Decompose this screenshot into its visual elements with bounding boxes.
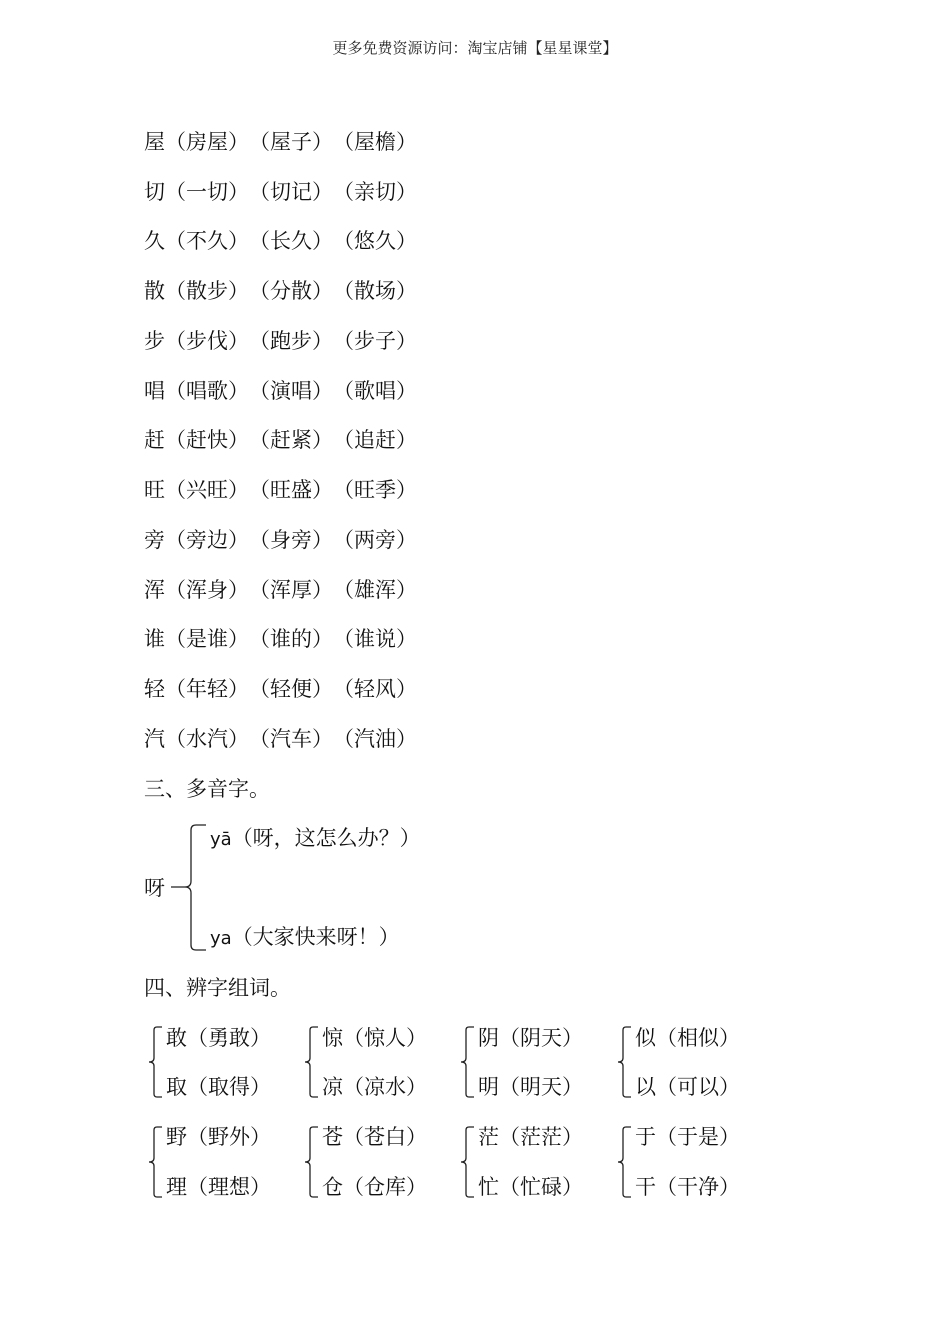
pair-word: （相似） <box>656 1026 740 1050</box>
pair-item <box>635 1023 740 1053</box>
reading-pinyin: yā <box>210 829 232 850</box>
group-char: 久 <box>144 229 165 253</box>
pair-item <box>166 1172 271 1202</box>
group-word: （演唱） <box>249 379 333 403</box>
pair-char: 干 <box>635 1175 656 1199</box>
pair-char: 明 <box>478 1075 499 1099</box>
group-word: （房屋） <box>165 130 249 154</box>
group-word: （追赶） <box>333 428 417 452</box>
group-word: （歌唱） <box>333 379 417 403</box>
pair-item <box>478 1072 583 1102</box>
pair-char: 仓 <box>322 1175 343 1199</box>
group-word: （雄浑） <box>333 578 417 602</box>
reading-example: （大家快来呀！） <box>231 925 400 949</box>
group-word: （轻便） <box>249 677 333 701</box>
pair-item <box>322 1023 427 1053</box>
pair-item <box>166 1072 271 1102</box>
group-word: （步伐） <box>165 329 249 353</box>
group-char: 旺 <box>144 478 165 502</box>
pair-word: （于是） <box>656 1125 740 1149</box>
pair-item <box>478 1023 583 1053</box>
group-word: （不久） <box>165 229 249 253</box>
group-char: 切 <box>144 180 165 204</box>
pair-word: （干净） <box>656 1175 740 1199</box>
group-word: （谁的） <box>249 627 333 651</box>
pair-char: 似 <box>635 1026 656 1050</box>
pair-word: （明天） <box>499 1075 583 1099</box>
pair-word: （惊人） <box>343 1026 427 1050</box>
pair-item <box>478 1122 583 1152</box>
group-word: （赶快） <box>165 428 249 452</box>
group-word: （步子） <box>333 329 417 353</box>
group-word: （切记） <box>249 180 333 204</box>
section-4-title: 四、辨字组词。 <box>144 976 291 1000</box>
pair-char: 取 <box>166 1075 187 1099</box>
pair-word: （苍白） <box>343 1125 427 1149</box>
group-char: 屋 <box>144 130 165 154</box>
pair-char: 以 <box>635 1075 656 1099</box>
group-char: 唱 <box>144 379 165 403</box>
group-word: （旺季） <box>333 478 417 502</box>
group-word: （屋檐） <box>333 130 417 154</box>
pair-char: 野 <box>166 1125 187 1149</box>
group-word: （是谁） <box>165 627 249 651</box>
group-word: （散步） <box>165 279 249 303</box>
group-word: （唱歌） <box>165 379 249 403</box>
group-word: （身旁） <box>249 528 333 552</box>
group-word: （悠久） <box>333 229 417 253</box>
section-3-title: 三、多音字。 <box>144 777 270 801</box>
pair-item <box>635 1172 740 1202</box>
reading-example: （呀，这怎么办？） <box>231 826 421 850</box>
group-word: （分散） <box>249 279 333 303</box>
group-char: 散 <box>144 279 165 303</box>
pair-char: 忙 <box>478 1175 499 1199</box>
group-char: 旁 <box>144 528 165 552</box>
polyphone-char: 呀 <box>144 876 165 900</box>
pair-word: （勇敢） <box>187 1026 271 1050</box>
group-word: （亲切） <box>333 180 417 204</box>
pair-item <box>635 1122 740 1152</box>
group-word: （散场） <box>333 279 417 303</box>
pair-char: 理 <box>166 1175 187 1199</box>
pair-char: 茫 <box>478 1125 499 1149</box>
pair-char: 凉 <box>322 1075 343 1099</box>
group-char: 赶 <box>144 428 165 452</box>
pair-word: （阴天） <box>499 1026 583 1050</box>
pair-item <box>166 1122 271 1152</box>
pair-item <box>478 1172 583 1202</box>
pair-char: 苍 <box>322 1125 343 1149</box>
pair-char: 敢 <box>166 1026 187 1050</box>
group-word: （跑步） <box>249 329 333 353</box>
group-word: （兴旺） <box>165 478 249 502</box>
group-word: （谁说） <box>333 627 417 651</box>
pair-word: （取得） <box>187 1075 271 1099</box>
pair-char: 阴 <box>478 1026 499 1050</box>
group-word: （轻风） <box>333 677 417 701</box>
pair-item <box>322 1172 427 1202</box>
pair-word: （野外） <box>187 1125 271 1149</box>
group-char: 汽 <box>144 727 165 751</box>
group-char: 步 <box>144 329 165 353</box>
reading-pinyin: ya <box>210 928 232 949</box>
pair-word: （忙碌） <box>499 1175 583 1199</box>
pair-item <box>322 1072 427 1102</box>
group-word: （长久） <box>249 229 333 253</box>
pair-word: （茫茫） <box>499 1125 583 1149</box>
group-word: （旁边） <box>165 528 249 552</box>
pair-item <box>322 1122 427 1152</box>
pair-item <box>166 1023 271 1053</box>
group-word: （年轻） <box>165 677 249 701</box>
group-word: （赶紧） <box>249 428 333 452</box>
group-char: 轻 <box>144 677 165 701</box>
group-word: （浑厚） <box>249 578 333 602</box>
pair-word: （仓库） <box>343 1175 427 1199</box>
pair-char: 于 <box>635 1125 656 1149</box>
group-word: （一切） <box>165 180 249 204</box>
pair-char: 惊 <box>322 1026 343 1050</box>
group-word: （浑身） <box>165 578 249 602</box>
group-char: 浑 <box>144 578 165 602</box>
group-word: （屋子） <box>249 130 333 154</box>
group-word: （汽油） <box>333 727 417 751</box>
group-word: （两旁） <box>333 528 417 552</box>
group-word: （水汽） <box>165 727 249 751</box>
pair-item <box>635 1072 740 1102</box>
pair-word: （凉水） <box>343 1075 427 1099</box>
group-word: （汽车） <box>249 727 333 751</box>
group-word: （旺盛） <box>249 478 333 502</box>
page-header: 更多免费资源访问：淘宝店铺【星星课堂】 <box>332 39 618 57</box>
pair-word: （可以） <box>656 1075 740 1099</box>
group-char: 谁 <box>144 627 165 651</box>
pair-word: （理想） <box>187 1175 271 1199</box>
